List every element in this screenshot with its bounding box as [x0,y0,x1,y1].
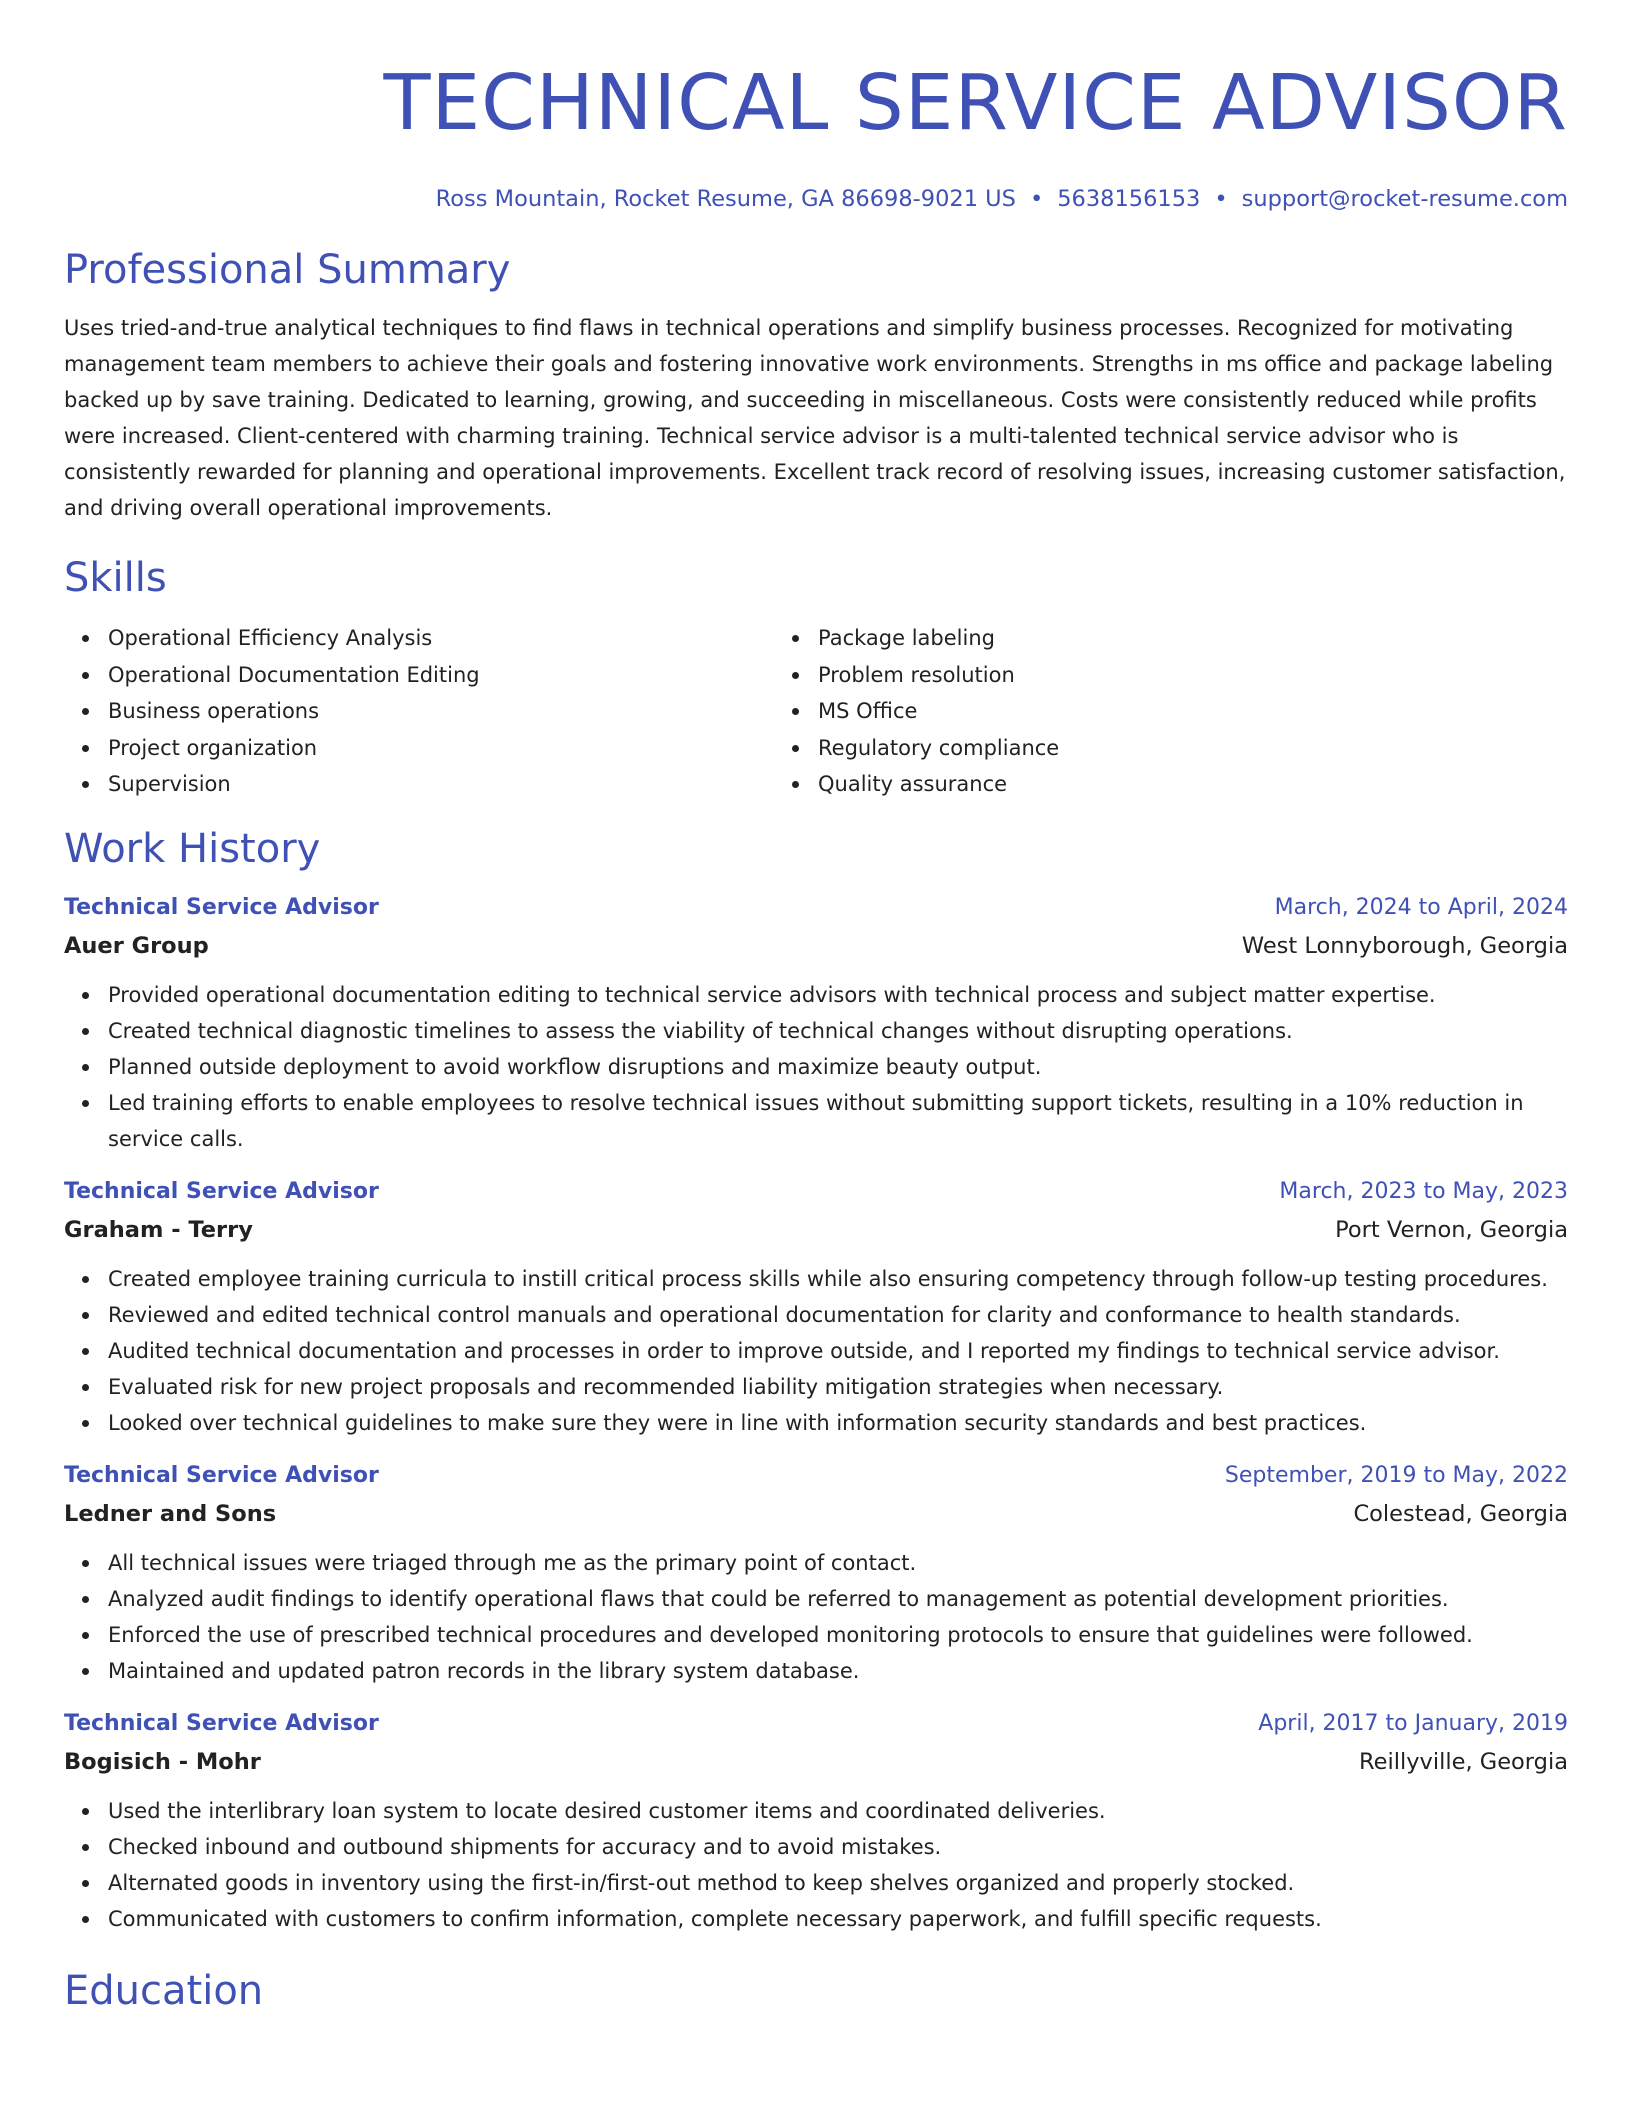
job-bullet: Led training efforts to enable employees to resolve technical issues without submitting support tickets, resulting in a 10% reduction in service calls. [108,1085,1568,1157]
job-entry [64,1173,1568,1441]
contact-phone: 5638156153 [1057,186,1201,212]
job-bullets [64,1261,1568,1441]
job-bullet: Evaluated risk for new project proposals and recommended liability mitigation strategies when necessary. [108,1369,1568,1405]
job-header-row [64,1705,1568,1743]
job-location: Reillyville, Georgia [1359,1748,1568,1775]
job-dates: September, 2019 to May, 2022 [1224,1462,1568,1488]
job-header-row [64,1457,1568,1495]
contact-line [64,184,1568,214]
skills-list [64,620,1568,803]
job-bullet: Provided operational documentation editing to technical service advisors with technical process and subject matter expertise. [108,977,1568,1013]
job-company: Auer Group [64,932,209,959]
education-heading: Education [64,1967,264,2014]
summary-text: Uses tried-and-true analytical techniques to find flaws in technical operations and simplify business processes. Recognized for motivating management team members to achieve their goals and fostering innovative work environments. Strengths in ms office and package labeling backed up by save training. Dedicated to learning, growing, and succeeding in miscellaneous. Costs were consistently reduced while profits were increased. Client-centered with charming training. Technical service advisor is a multi-talented technical service advisor who is consistently rewarded for planning and operational improvements. Excellent track record of resolving issues, increasing customer satisfaction, and driving overall operational improvements. [64,316,1566,520]
job-company-row [64,1743,1568,1781]
job-entry [64,1457,1568,1689]
job-title: Technical Service Advisor [64,1710,379,1736]
job-title: Technical Service Advisor [64,1462,379,1488]
skills-column-right [762,620,1460,803]
job-bullet: Analyzed audit findings to identify operational flaws that could be referred to management as potential development priorities. [108,1581,1568,1617]
job-bullet: Created technical diagnostic timelines to assess the viability of technical changes without disrupting operations. [108,1013,1568,1049]
job-location: Port Vernon, Georgia [1335,1216,1568,1243]
contact-address: Ross Mountain, Rocket Resume, GA 86698-9021 US [435,186,1016,212]
summary-heading: Professional Summary [64,247,511,293]
skill-item: Operational Documentation Editing [108,657,762,694]
skill-item: Regulatory compliance [818,730,1460,767]
job-bullet: Used the interlibrary loan system to locate desired customer items and coordinated deliveries. [108,1793,1568,1829]
job-location: West Lonnyborough, Georgia [1241,932,1568,959]
job-bullets [64,1545,1568,1689]
job-bullet: Created employee training curricula to instill critical process skills while also ensuring competency through follow-up testing procedures. [108,1261,1568,1297]
job-entry [64,889,1568,1157]
job-bullets [64,1793,1568,1937]
job-company-row [64,1495,1568,1533]
skill-item: Supervision [108,766,762,803]
skill-item: Problem resolution [818,657,1460,694]
job-company: Graham - Terry [64,1216,253,1243]
job-bullet: Communicated with customers to confirm information, complete necessary paperwork, and fulfill specific requests. [108,1901,1568,1937]
job-bullet: Looked over technical guidelines to make sure they were in line with information security standards and best practices. [108,1405,1568,1441]
contact-email: support@rocket-resume.com [1241,186,1568,212]
resume-page [64,0,1568,2017]
job-bullet: Enforced the use of prescribed technical procedures and developed monitoring protocols to ensure that guidelines were followed. [108,1617,1568,1653]
contact-separator: • [1214,186,1228,212]
job-bullet: All technical issues were triaged through me as the primary point of contact. [108,1545,1568,1581]
skill-item: Quality assurance [818,766,1460,803]
skills-heading: Skills [64,555,167,601]
job-dates: March, 2024 to April, 2024 [1274,894,1568,920]
job-bullets [64,977,1568,1157]
skill-item: Business operations [108,693,762,730]
job-bullet: Audited technical documentation and processes in order to improve outside, and I reported my findings to technical service advisor. [108,1333,1568,1369]
job-entry [64,1705,1568,1937]
skills-column-left [64,620,762,803]
job-company: Bogisich - Mohr [64,1748,261,1775]
job-company-row [64,1211,1568,1249]
job-location: Colestead, Georgia [1353,1500,1568,1527]
work-history-heading: Work History [64,825,321,872]
skill-item: Project organization [108,730,762,767]
skill-item: Package labeling [818,620,1460,657]
resume-title: TECHNICAL SERVICE ADVISOR [383,59,1568,148]
job-title: Technical Service Advisor [64,894,379,920]
job-header-row [64,889,1568,927]
job-dates: March, 2023 to May, 2023 [1279,1178,1568,1204]
job-header-row [64,1173,1568,1211]
job-company: Ledner and Sons [64,1500,277,1527]
job-title: Technical Service Advisor [64,1178,379,1204]
job-bullet: Reviewed and edited technical control manuals and operational documentation for clarity and conformance to health standards. [108,1297,1568,1333]
job-bullet: Checked inbound and outbound shipments for accuracy and to avoid mistakes. [108,1829,1568,1865]
contact-separator: • [1029,186,1044,212]
job-bullet: Planned outside deployment to avoid workflow disruptions and maximize beauty output. [108,1049,1568,1085]
skill-item: Operational Efficiency Analysis [108,620,762,657]
job-company-row [64,927,1568,965]
job-bullet: Maintained and updated patron records in the library system database. [108,1653,1568,1689]
skill-item: MS Office [818,693,1460,730]
job-bullet: Alternated goods in inventory using the first-in/first-out method to keep shelves organized and properly stocked. [108,1865,1568,1901]
job-dates: April, 2017 to January, 2019 [1258,1710,1568,1736]
